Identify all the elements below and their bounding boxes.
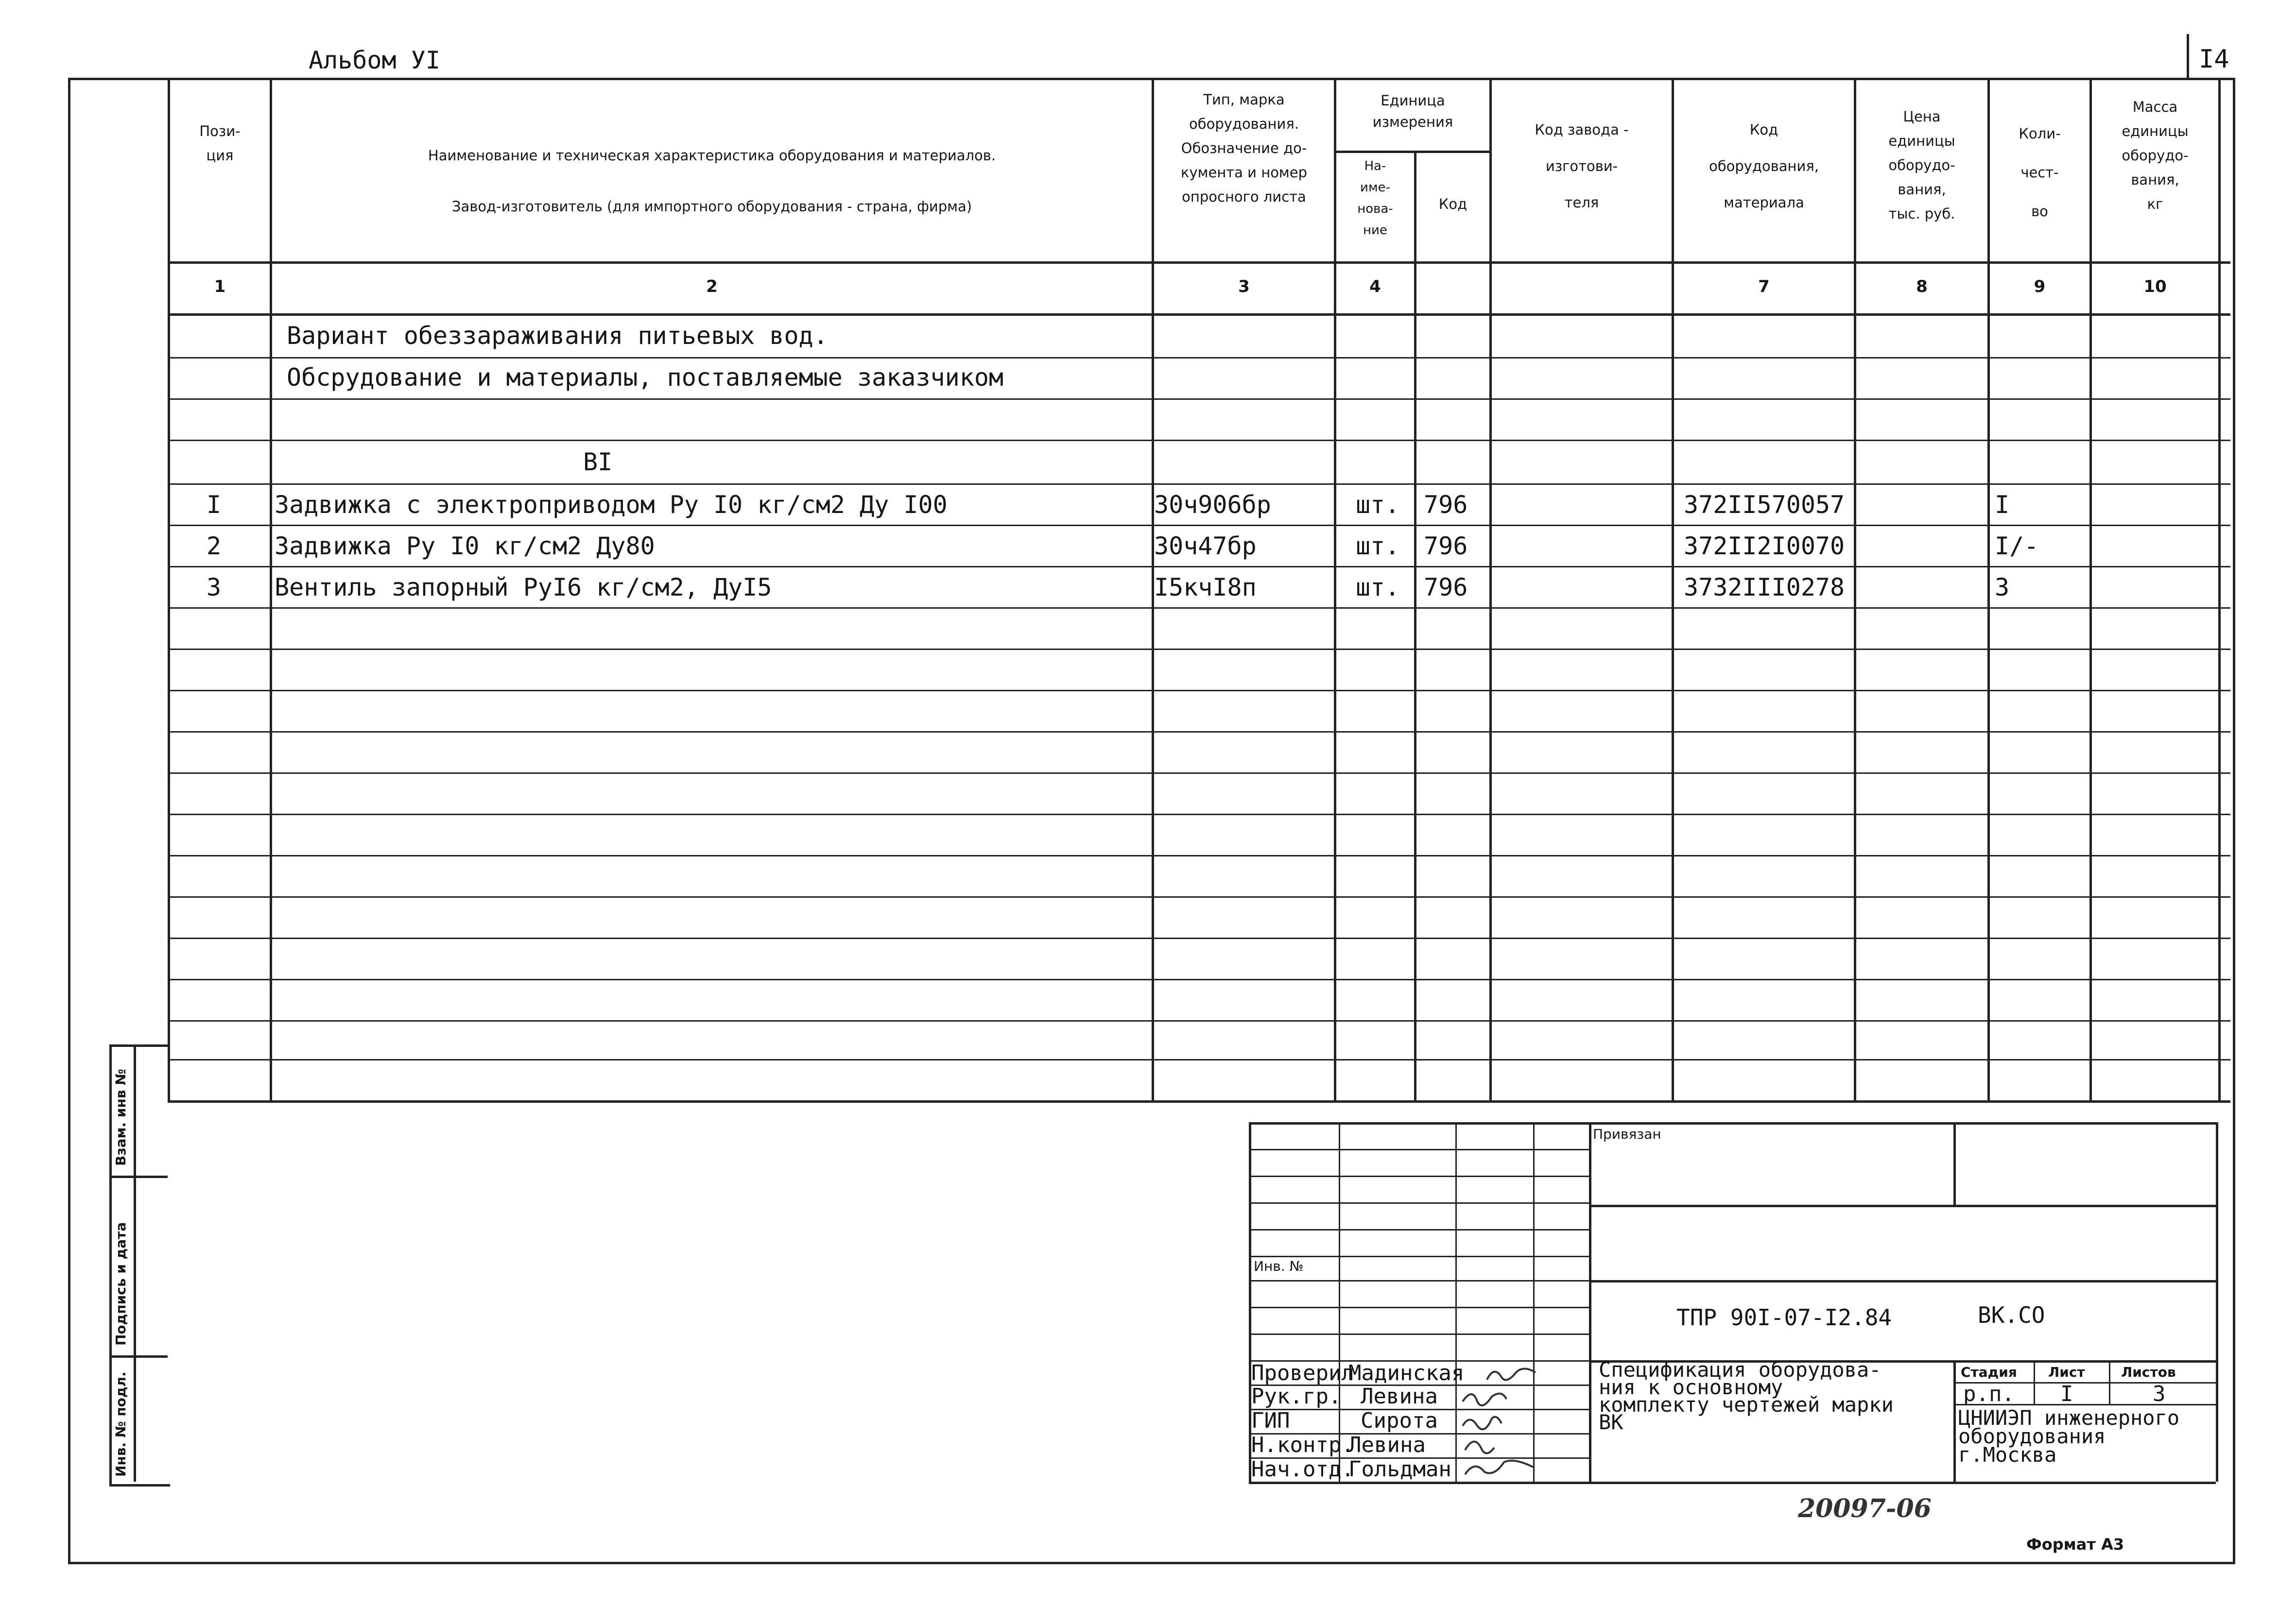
name-department-head: Гольдман (1348, 1457, 1451, 1482)
row-position: 3 (207, 573, 222, 601)
col-number-8: 8 (1916, 277, 1928, 296)
role-department-head: Нач.отд. (1251, 1457, 1354, 1482)
col-number-1: 1 (214, 277, 226, 296)
role-norm-control: Н.контр. (1251, 1433, 1354, 1457)
header-quantity: Коли- чест- во (2019, 125, 2061, 220)
header-name: Наименование и техническая характеристика оборудования и материалов. Завод-изготовитель (для импортного оборудования - страна, фирма) (428, 147, 996, 215)
col-number-9: 9 (2034, 277, 2046, 296)
document-title: Спецификация оборудова- ния к основному комплекту чертежей марки ВК (1599, 1358, 1894, 1434)
row-equipment-code: 372II570057 (1684, 491, 1845, 519)
row-type: 30ч906бр (1154, 491, 1271, 519)
handwritten-signatures (1458, 1360, 1584, 1482)
sheet-label: Лист (2048, 1364, 2085, 1380)
header-type: Тип, марка оборудования. Обозначение до- кумента и номер опросного листа (1180, 91, 1308, 205)
row-unit-code: 796 (1424, 532, 1468, 560)
header-plant-code: Код завода - изготови- теля (1535, 121, 1629, 211)
row-equipment-code: 372II2I0070 (1684, 532, 1845, 560)
header-mass: Масса единицы оборудо- вания, кг (2122, 99, 2189, 212)
row-unit: шт. (1356, 532, 1400, 560)
side-stamp-vzam: Взам. инв № (113, 1069, 129, 1166)
row-unit-code: 796 (1424, 573, 1468, 601)
section-subtitle: Обсрудование и материалы, поставляемые заказчиком (287, 363, 1004, 392)
document-mark: ВК.СО (1978, 1302, 2045, 1328)
row-position: 2 (207, 532, 222, 560)
album-label: Альбом УI (309, 46, 440, 74)
role-group-lead: Рук.гр. (1251, 1384, 1342, 1409)
group-label: BI (583, 448, 613, 476)
row-unit: шт. (1356, 573, 1400, 601)
role-chief-engineer: ГИП (1251, 1408, 1290, 1433)
role-checked: Проверил (1251, 1361, 1354, 1385)
row-type: I5кчI8п (1154, 573, 1257, 601)
header-unit-code: Код (1438, 196, 1467, 212)
name-group-lead: Левина (1361, 1384, 1438, 1409)
row-quantity: 3 (1995, 573, 2010, 601)
name-norm-control: Левина (1348, 1433, 1426, 1457)
sheets-label: Листов (2121, 1364, 2176, 1380)
row-unit-code: 796 (1424, 491, 1468, 519)
name-checked: Мадинская (1348, 1361, 1465, 1385)
col-number-10: 10 (2143, 277, 2167, 296)
sheets-value: 3 (2153, 1382, 2166, 1406)
row-unit: шт. (1356, 491, 1400, 519)
row-name: Вентиль запорный РуI6 кг/см2, ДуI5 (275, 573, 772, 601)
title-block-privyazan: Привязан (1593, 1126, 1661, 1142)
name-chief-engineer: Сирота (1361, 1408, 1438, 1433)
title-block-inventory: Инв. № (1254, 1258, 1304, 1274)
row-quantity: I/- (1995, 532, 2039, 560)
row-equipment-code: 3732III0278 (1684, 573, 1845, 601)
header-unit-group: Единица измерения (1372, 92, 1453, 130)
section-title: Вариант обеззараживания питьевых вод. (287, 322, 828, 350)
sheet-number: I4 (2199, 45, 2229, 74)
side-stamp-signature: Подпись и дата (113, 1222, 129, 1346)
col-number-2: 2 (706, 277, 718, 296)
row-name: Задвижка с электроприводом Ру I0 кг/см2 Ду I00 (275, 491, 948, 519)
archive-number: 20097-06 (1798, 1494, 1932, 1523)
sheet-value: I (2060, 1382, 2073, 1406)
header-position: Пози- ция (199, 123, 241, 164)
stage-value: р.п. (1963, 1382, 2015, 1406)
document-designation: ТПР 90I-07-I2.84 (1676, 1304, 1892, 1331)
row-quantity: I (1995, 491, 2010, 519)
side-stamp-inventory: Инв. № подл. (113, 1371, 129, 1477)
stage-label: Стадия (1961, 1364, 2017, 1380)
col-number-7: 7 (1758, 277, 1770, 296)
header-unit-name: На- име- нова- ние (1357, 159, 1393, 238)
col-number-3: 3 (1238, 277, 1250, 296)
col-number-4: 4 (1369, 277, 1381, 296)
row-position: I (207, 491, 222, 519)
header-price: Цена единицы оборудо- вания, тыс. руб. (1888, 108, 1955, 222)
row-name: Задвижка Ру I0 кг/см2 Ду80 (275, 532, 655, 560)
format-label: Формат А3 (2026, 1535, 2124, 1554)
row-type: 30ч47бр (1154, 532, 1257, 560)
header-equipment-code: Код oборудования, материала (1709, 121, 1819, 211)
organization: ЦНИИЭП инженерного оборудования г.Москва (1958, 1406, 2180, 1467)
